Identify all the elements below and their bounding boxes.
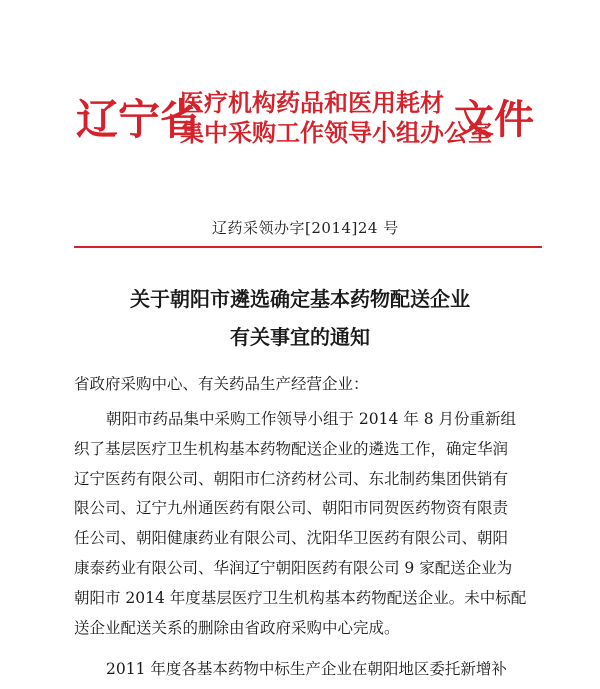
paragraph-line: 朝阳市药品集中采购工作领导小组于 2014 年 8 月份重新组 [106,410,517,428]
paragraph-line: 任公司、朝阳健康药业有限公司、沈阳华卫医药有限公司、朝阳 [74,529,509,548]
header-doc-type: 文件 [454,96,534,143]
paragraph-2 [74,655,542,685]
paragraph-line: 辽宁医药有限公司、朝阳市仁济药材公司、东北制药集团供销有 [74,469,509,488]
document-number: 辽药采领办字[2014]24 号 [212,219,399,237]
red-divider [74,246,542,248]
document-title [0,280,600,356]
paragraph-line: 织了基层医疗卫生机构基本药物配送企业的遴选工作，确定华润 [74,439,509,458]
paragraph-line: 康泰药业有限公司、华润辽宁朝阳医药有限公司 9 家配送企业为 [74,558,513,577]
paragraph-line: 2011 年度各基本药物中标生产企业在朝阳地区委托新增补 [106,660,507,678]
salutation: 省政府采购中心、有关药品生产经营企业： [74,375,369,393]
paragraph-line: 朝阳市 2014 年度基层医疗卫生机构基本药物配送企业。未中标配 [74,588,527,607]
header-office-line1: 医疗机构药品和医用耗材 [180,88,444,117]
paragraph-line: 限公司、辽宁九州通医药有限公司、朝阳市同贺医药物资有限责 [74,499,509,518]
header-office-name [180,88,492,148]
paragraph-line: 送企业配送关系的删除由省政府采购中心完成。 [74,618,400,637]
header-office-line2: 集中采购工作领导小组办公室 [180,118,492,147]
header-issuer: 辽宁省 [76,95,203,144]
title-line2: 有关事宜的通知 [230,325,370,349]
paragraph-1 [74,405,542,643]
title-line1: 关于朝阳市遴选确定基本药物配送企业 [130,287,470,311]
